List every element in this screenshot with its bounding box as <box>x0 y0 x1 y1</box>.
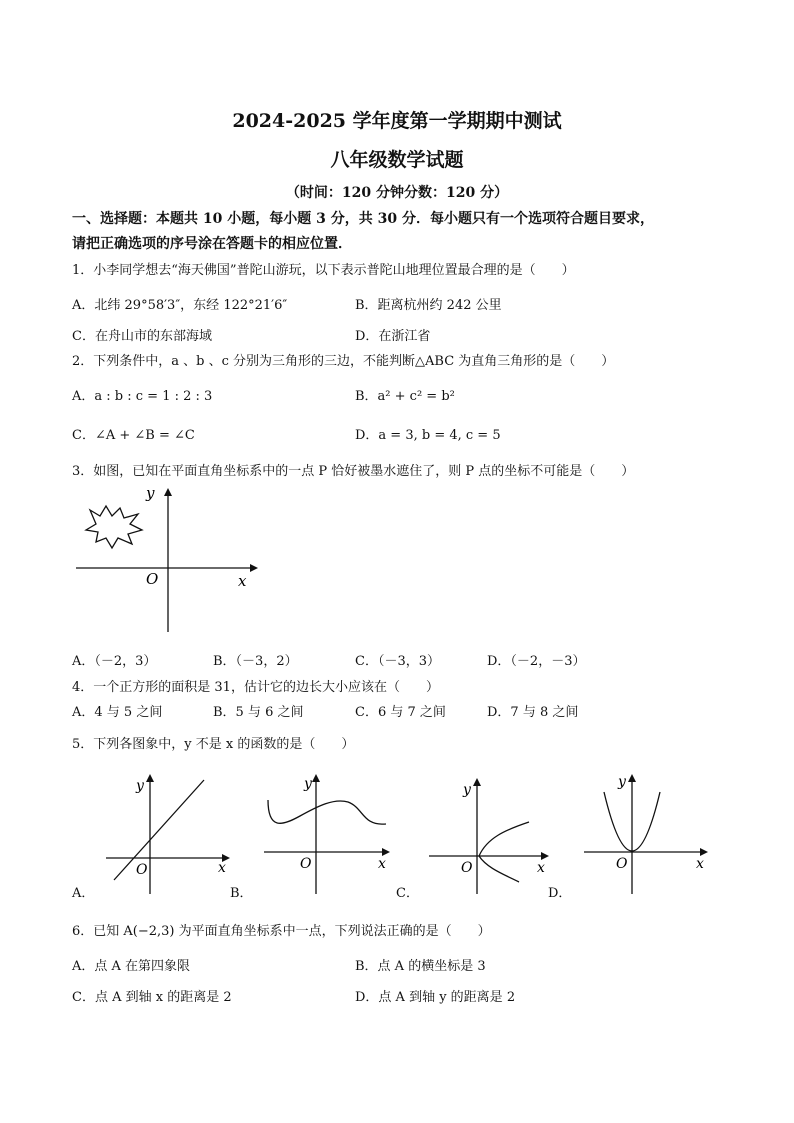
question-1-option-c[interactable]: C．在舟山市的东部海域 <box>72 329 212 344</box>
question-5-option-b[interactable]: B． <box>230 886 253 901</box>
question-3-stem: 3．如图，已知在平面直角坐标系中的一点 P 恰好被墨水遮住了，则 P 点的坐标不可能是（ ） <box>72 464 635 479</box>
origin-label: O <box>146 570 159 588</box>
question-3-option-b[interactable]: B．（－3，2） <box>213 654 298 669</box>
question-5-stem: 5．下列各图象中，y 不是 x 的函数的是（ ） <box>72 737 355 752</box>
question-4-option-d[interactable]: D．7 与 8 之间 <box>487 705 579 720</box>
svg-text:O: O <box>136 862 148 878</box>
svg-text:x: x <box>218 860 226 876</box>
question-1-stem: 1．小李同学想去“海天佛国”普陀山游玩，以下表示普陀山地理位置最合理的是（ ） <box>72 263 575 278</box>
svg-text:y: y <box>136 778 144 794</box>
svg-text:x: x <box>537 860 545 876</box>
y-axis-arrow <box>164 488 172 496</box>
question-5-graph-c <box>425 770 560 898</box>
question-5-option-d[interactable]: D． <box>548 886 572 901</box>
wavy-curve <box>268 800 386 824</box>
question-6-option-a[interactable]: A．点 A 在第四象限 <box>72 959 191 974</box>
x-axis-label: x <box>238 572 247 590</box>
question-5-graph-b <box>260 770 395 898</box>
svg-text:y: y <box>463 782 471 798</box>
question-3-option-d[interactable]: D．（－2，－3） <box>487 654 586 669</box>
section-heading-line2: 请把正确选项的序号涂在答题卡的相应位置． <box>72 236 352 252</box>
question-3-option-c[interactable]: C．（－3，3） <box>355 654 440 669</box>
question-4-stem: 4．一个正方形的面积是 31，估计它的边长大小应该在（ ） <box>72 680 439 695</box>
question-1-option-d[interactable]: D．在浙江省 <box>355 329 431 344</box>
svg-text:O: O <box>300 856 312 872</box>
question-4-option-b[interactable]: B．5 与 6 之间 <box>213 705 304 720</box>
section-heading-line1: 一、选择题：本题共 10 小题，每小题 3 分，共 30 分．每小题只有一个选项符合题目要求， <box>72 211 654 227</box>
question-5-graph-a <box>100 770 235 898</box>
question-1-option-b[interactable]: B．距离杭州约 242 公里 <box>355 298 502 313</box>
svg-text:x: x <box>696 856 704 872</box>
question-6-option-b[interactable]: B．点 A 的横坐标是 3 <box>355 959 486 974</box>
question-1-option-a[interactable]: A．北纬 29°58′3″，东经 122°21′6″ <box>72 298 288 313</box>
ink-blot-icon <box>86 506 142 548</box>
svg-text:y: y <box>618 774 626 790</box>
svg-text:y: y <box>304 776 312 792</box>
x-axis-arrow <box>250 564 258 572</box>
question-6-option-c[interactable]: C．点 A 到轴 x 的距离是 2 <box>72 990 232 1005</box>
question-5-option-a[interactable]: A． <box>72 886 95 901</box>
question-3-option-a[interactable]: A．（－2，3） <box>72 654 157 669</box>
question-3-figure <box>72 480 262 640</box>
question-4-option-c[interactable]: C．6 与 7 之间 <box>355 705 446 720</box>
exam-info: （时间：120 分钟分数：120 分） <box>285 185 509 201</box>
question-5-graph-d <box>580 770 715 898</box>
question-5-option-c[interactable]: C． <box>396 886 419 901</box>
page-subtitle: 八年级数学试题 <box>330 149 464 171</box>
question-6-option-d[interactable]: D．点 A 到轴 y 的距离是 2 <box>355 990 516 1005</box>
svg-text:x: x <box>378 856 386 872</box>
question-6-stem: 6．已知 A(−2,3) 为平面直角坐标系中一点，下列说法正确的是（ ） <box>72 924 491 939</box>
page-title: 2024-2025 学年度第一学期期中测试 <box>232 110 562 132</box>
svg-text:O: O <box>616 856 628 872</box>
question-2-stem: 2．下列条件中，a 、b 、c 分别为三角形的三边，不能判断△ABC 为直角三角形的是（ ） <box>72 354 615 369</box>
question-2-option-d[interactable]: D．a = 3, b = 4, c = 5 <box>355 428 501 443</box>
sideways-parabola <box>479 822 529 882</box>
y-axis-label: y <box>146 484 155 502</box>
question-2-option-a[interactable]: A．a : b : c = 1 : 2 : 3 <box>72 389 213 404</box>
question-2-option-c[interactable]: C．∠A + ∠B = ∠C <box>72 428 195 443</box>
question-2-option-b[interactable]: B．a² + c² = b² <box>355 389 455 404</box>
svg-text:O: O <box>461 860 473 876</box>
question-4-option-a[interactable]: A．4 与 5 之间 <box>72 705 163 720</box>
linear-function-line <box>114 780 204 880</box>
